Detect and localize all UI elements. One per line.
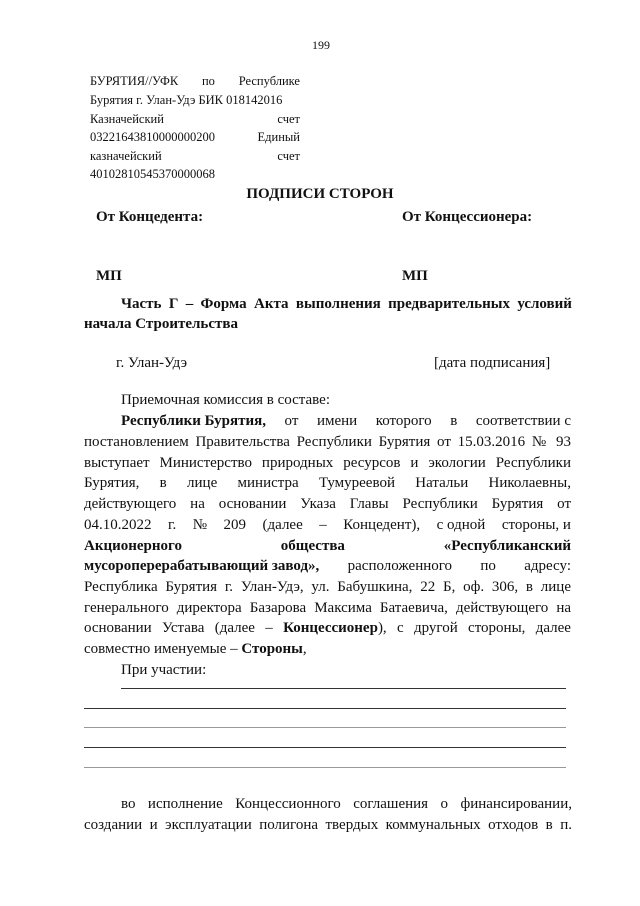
- blank-line: [84, 767, 566, 768]
- part-heading-word: Акта: [254, 296, 289, 312]
- body-word: Концессионер: [283, 620, 378, 636]
- closing-line-1: во исполнение Концессионного соглашения о финансировании,: [121, 796, 572, 812]
- body-word: лице: [187, 475, 218, 491]
- commission-intro: Приемочная комиссия в составе:: [121, 392, 330, 408]
- blank-line: [84, 708, 566, 709]
- body-word: стороны,: [468, 620, 526, 636]
- body-line-12: [84, 642, 307, 657]
- concessionaire-label: От Концессионера:: [402, 209, 533, 225]
- city: г. Улан-Удэ: [116, 355, 188, 371]
- body-word: от: [557, 496, 571, 512]
- body-word: Республики Бурятия,: [121, 413, 267, 429]
- bank-details-text: 03221643810000000200: [90, 130, 215, 144]
- body-line-8: [84, 559, 571, 574]
- blank-line: [84, 727, 566, 728]
- part-heading-line-2: начала Строительства: [84, 316, 238, 332]
- body-word: Акционерного: [84, 538, 182, 554]
- part-heading-word: условий: [517, 296, 572, 312]
- body-word: основании: [84, 620, 152, 636]
- bank-details-text: счет: [277, 112, 300, 126]
- body-word: Тумуреевой: [318, 475, 395, 491]
- body-word: (далее: [262, 517, 303, 533]
- body-word: Бурятия: [491, 496, 544, 512]
- body-word: основании: [218, 496, 287, 512]
- bank-details-line-3: [90, 113, 300, 126]
- closing-line-2: создании и эксплуатации полигона твердых коммунальных отходов в п.: [84, 817, 572, 833]
- blank-line: [84, 747, 566, 748]
- signatures-heading: ПОДПИСИ СТОРОН: [246, 186, 394, 202]
- body-word: 04.10.2022: [84, 517, 152, 533]
- body-word: Николаевны,: [488, 475, 571, 491]
- body-line-7: [84, 539, 571, 554]
- part-heading-word: Форма: [200, 296, 247, 312]
- body-word: Стороны: [241, 641, 303, 657]
- body-word: Устава: [162, 620, 205, 636]
- body-word: стороны, и: [501, 517, 571, 533]
- body-word: Главы: [349, 496, 389, 512]
- body-word: от: [284, 413, 299, 429]
- body-word: №: [192, 517, 208, 533]
- body-word: –: [265, 620, 273, 636]
- body-word: министра: [237, 475, 299, 491]
- body-word: на: [190, 496, 205, 512]
- participation-label: При участии:: [121, 662, 207, 678]
- bank-details-text: Казначейский: [90, 112, 164, 126]
- blank-line: [121, 688, 566, 689]
- body-line-2: постановлением Правительства Республики Бурятия от 15.03.2016 № 93: [84, 434, 571, 450]
- body-word: другой: [413, 620, 458, 636]
- body-word: далее: [535, 620, 571, 636]
- body-line-6: [84, 518, 571, 533]
- body-word: –: [319, 517, 327, 533]
- bank-details-text: БУРЯТИЯ//УФК: [90, 74, 179, 88]
- body-word: Концедент),: [343, 517, 421, 533]
- body-word: адресу:: [524, 558, 571, 574]
- part-heading-word: выполнения: [295, 296, 381, 312]
- body-line-1: [121, 414, 571, 429]
- body-word: совместно именуемые –: [84, 641, 242, 657]
- bank-details-text: счет: [277, 149, 300, 163]
- signing-date-placeholder: [дата подписания]: [434, 355, 551, 371]
- part-heading-word: Часть: [121, 296, 162, 312]
- body-word: мусороперерабатывающий завод»,: [84, 558, 320, 574]
- body-word: 209: [223, 517, 247, 533]
- body-line-11: [84, 621, 571, 636]
- body-word: «Республиканский: [443, 538, 571, 554]
- bank-details-text: казначейский: [90, 149, 162, 163]
- stamp-place-left: МП: [96, 268, 122, 284]
- body-word: Республики: [402, 496, 478, 512]
- body-word: имени: [316, 413, 358, 429]
- body-line-9: Республика Бурятия г. Улан-Удэ, ул. Бабушкина, 22 Б, оф. 306, в лице: [84, 579, 571, 595]
- bank-details-line-2: Бурятия г. Улан-Удэ БИК 018142016: [90, 93, 283, 107]
- body-word: г.: [168, 517, 177, 533]
- body-word: действующего: [84, 496, 177, 512]
- page-number: 199: [312, 38, 330, 52]
- bank-details-line-5: [90, 150, 300, 163]
- stamp-place-right: МП: [402, 268, 428, 284]
- bank-details-text: по: [201, 74, 215, 88]
- body-word: Натальи: [415, 475, 469, 491]
- bank-details-line-6: 40102810545370000068: [90, 167, 215, 181]
- body-word: Указа: [300, 496, 336, 512]
- body-line-5: [84, 497, 571, 512]
- body-word: расположенного: [347, 558, 453, 574]
- body-word: (далее: [214, 620, 255, 636]
- part-heading-line-1: [121, 297, 572, 312]
- part-heading-word: предварительных: [388, 296, 510, 312]
- body-word: в: [159, 475, 167, 491]
- body-word: с: [397, 620, 404, 636]
- bank-details-line-4: [90, 131, 300, 144]
- body-word: с одной: [436, 517, 486, 533]
- body-word: общества: [280, 538, 345, 554]
- body-word: ),: [377, 620, 387, 636]
- part-heading-word: Г: [168, 296, 179, 312]
- body-line-4: [84, 476, 571, 491]
- bank-details-line-1: [90, 75, 300, 88]
- body-word: Бурятия,: [84, 475, 140, 491]
- part-heading-word: –: [185, 296, 194, 312]
- body-line-3: выступает Министерство природных ресурсов и экологии Республики: [84, 455, 571, 471]
- body-word: в: [450, 413, 458, 429]
- body-word: соответствии с: [475, 413, 571, 429]
- body-word: ,: [302, 641, 307, 657]
- bank-details-text: Республике: [238, 74, 300, 88]
- body-line-10: генерального директора Базарова Максима Батаевича, действующего на: [84, 600, 571, 616]
- body-word: по: [480, 558, 496, 574]
- concedent-label: От Концедента:: [96, 209, 204, 225]
- bank-details-text: Единый: [257, 130, 300, 144]
- body-word: которого: [375, 413, 432, 429]
